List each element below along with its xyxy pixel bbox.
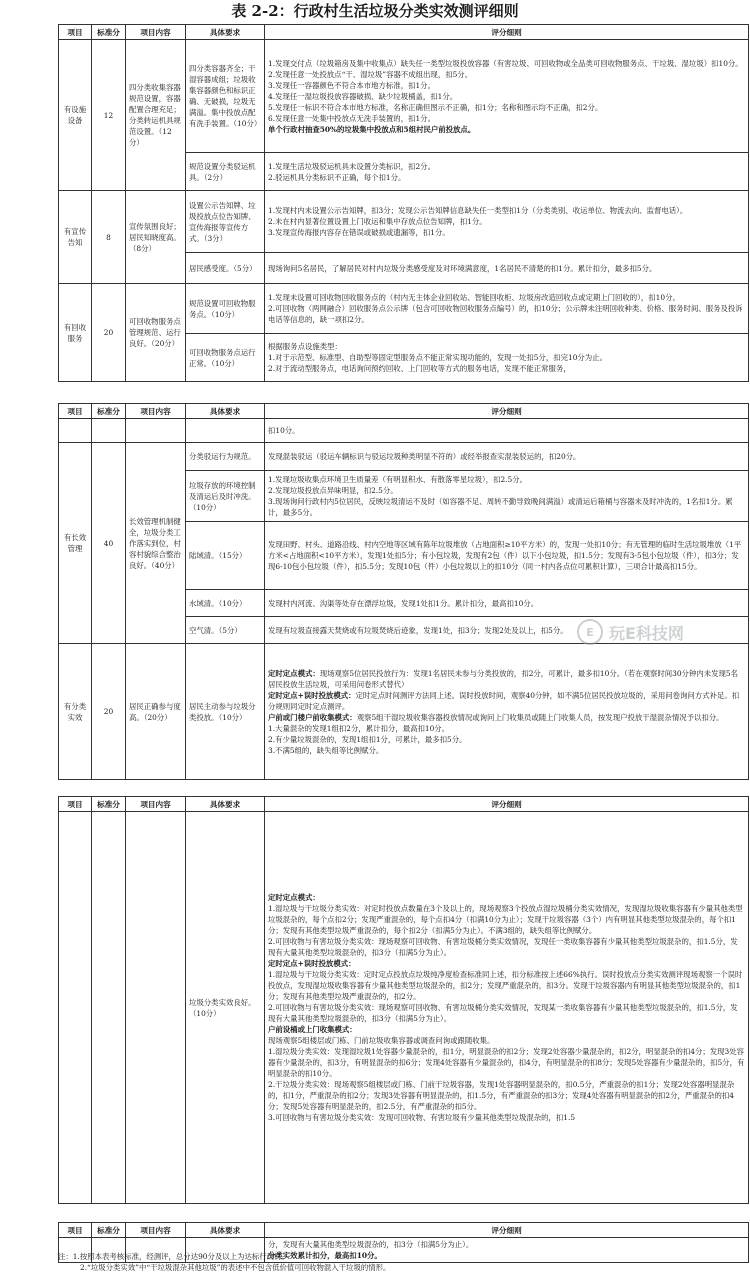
detail-line: 3.发现任一容器颜色不符合本市地方标准，扣1分。 xyxy=(268,80,435,90)
empty-cell xyxy=(92,812,126,1204)
detail-line: 2.对于流动型服务点，电话询问预约回收、上门回收等方式的服务电话，发现不能正常服务， xyxy=(268,364,571,373)
requirement: 可回收物服务点运行正常。（10分） xyxy=(186,334,265,382)
detail-line: 2.可回收物与有害垃圾分类实效：现场观察可回收物、有害垃圾桶分类实效情况，发现某一类收集容器有少量其他类型垃圾混杂的，扣1.5分，发现有大量其他类型垃圾混杂的，扣3分（扣满5分为止）。 xyxy=(268,1003,738,1023)
detail-line-bold: 分类实效累计扣分，最高扣10分。 xyxy=(268,1251,382,1260)
detail-line: 根据服务点设施类型： xyxy=(268,342,342,351)
col-header-score: 标准分 xyxy=(92,25,126,40)
detail-line: 2.干垃圾分类实效：现场观察5组楼层或门栋、门前干垃圾容器，发现1处容器明显混杂的，扣0.5分，严重混杂的扣1分；发现2处容器明显混杂的，扣1分，严重混杂的扣2分；发现3处容器有明显混杂的，扣1.5分，有严重混杂的扣3分；发现4处容器有明显混杂的扣2分，严重混杂的扣4分；发现5处容器有明显混杂的，扣2.5分，有严重混杂的扣5分。 xyxy=(268,1080,735,1111)
standard-score: 12 xyxy=(92,40,126,191)
detail-line: 1.大量混杂的发现1组扣2分，累计扣分，最高扣10分。 xyxy=(268,723,450,733)
detail-line: 2.驳运机具分类标识不正确，每个扣1分。 xyxy=(268,172,406,182)
requirement: 垃圾分类实效良好。（10分） xyxy=(186,812,265,1204)
mode-text: 现场观察5位居民投放行为：发现1名居民未参与分类投放的，扣2分，可累计，最多扣10分。（若在观察时间30分钟内未发现5名居民投放生活垃圾，可采用问卷形式替代） xyxy=(268,668,738,689)
scoring-detail xyxy=(265,153,749,191)
mode-heading: 定时定点模式： xyxy=(268,893,320,902)
footnote-2: 2.“垃圾分类实效”中“干垃圾混杂其他垃圾”的表述中不包含低价值可回收物混入干垃圾的情形。 xyxy=(80,1263,391,1272)
detail-line: 2.可回收物与有害垃圾分类实效：现场观察可回收物、有害垃圾桶分类实效情况，发现任一类收集容器有少量其他类型垃圾混杂的，扣1.5分，发现有大量其他类型垃圾混杂的，扣3分（扣满5分为止）。 xyxy=(268,937,738,957)
scoring-detail xyxy=(265,812,749,1204)
project-name: 有宣传告知 xyxy=(59,191,92,284)
empty-cell xyxy=(126,812,186,1204)
table-row xyxy=(59,419,749,443)
col-header-project: 项目 xyxy=(59,404,92,419)
detail-line: 现场观察5组楼层或门栋、门前垃圾收集容器或调查问询或跟随收集。 xyxy=(268,1036,495,1045)
project-name: 有分类实效 xyxy=(59,644,92,780)
project-content: 长效管理机制健全，垃圾分类工作落实到位，村容村貌综合整治良好。（40分） xyxy=(126,443,186,644)
detail-line: 1.湿垃圾分类实效：发现湿垃圾1处容器少量混杂的，扣1分，明显混杂的扣2分；发现2处容器少量混杂的，扣2分，明显混杂的扣4分；发现3处容器有少量混杂的，扣3分，有明显混杂的扣6分；发现4处容器有少量混杂的，扣4分，有明显混杂的扣8分；发现5处容器有少量混杂的，扣5分，有明显混杂的扣10分。 xyxy=(268,1047,745,1078)
scoring-detail xyxy=(265,284,749,334)
detail-line: 2.可回收物（两网融合）回收服务点公示牌（包含可回收物回收服务点编号）的，扣10分；公示牌未注明回收种类、价格、服务时间、服务及投诉电话等信息的，缺一项扣2分。 xyxy=(268,304,743,324)
watermark xyxy=(577,617,742,647)
detail-line: 1.发现未设置可回收物回收服务点的（村内无主体企业回收站、智能回收柜、垃圾房改造回收点或定期上门回收的），扣10分。 xyxy=(268,293,680,302)
detail-line: 1.发现交付点（垃圾箱房及集中收集点）缺失任一类型垃圾投放容器（有害垃圾、可回收物或全品类可回收物服务点、干垃圾、湿垃圾）扣10分。 xyxy=(268,58,743,68)
empty-cell xyxy=(92,419,126,443)
detail-line: 分，发现有大量其他类型垃圾混杂的，扣3分（扣满5分为止）。 xyxy=(268,1240,474,1249)
mode-label: 定时定点+误时投放模式： xyxy=(268,690,356,700)
mode-text: 定时定点时间测评方法同上述。误时投放时间，观察40分钟，如不满5位居民投放垃圾的，采用问卷询问方式补足。扣分规则同定时定点测评。 xyxy=(268,690,740,711)
detail-line: 3.不满5组的，缺失组等比例赋分。 xyxy=(268,745,384,755)
table-row xyxy=(59,40,749,153)
empty-cell xyxy=(126,419,186,443)
detail-line: 5.发现任一标识不符合本市地方标准，名称正确但图示不正确，扣1分；名称和图示均不正确，扣2分。 xyxy=(268,102,603,112)
detail-line: 1.发现垃圾收集点环境卫生质量差（有明显积水、有散落零星垃圾），扣2.5分。 xyxy=(268,475,527,484)
detail-line: 2.未在村内显著位置设置上门收运和集中存放点位告知牌，扣1分。 xyxy=(268,217,487,226)
mode-heading: 定时定点+误时投放模式： xyxy=(268,959,356,968)
requirement: 设置公示告知牌、垃圾投放点位告知牌、宣传海报等宣传方式。（3分） xyxy=(186,191,265,253)
col-header-project: 项目 xyxy=(59,1223,92,1238)
standard-score: 20 xyxy=(92,644,126,780)
scoring-detail: 发现有垃圾直接露天焚烧或有垃圾焚烧后迹象，发现1处，扣3分；发现2处及以上，扣5分。 xyxy=(265,617,749,644)
detail-line xyxy=(268,712,745,723)
col-header-content: 项目内容 xyxy=(126,25,186,40)
detail-line: 2.有少量垃圾混杂的，发现1组扣1分，可累计，最多扣5分。 xyxy=(268,734,467,744)
mode-heading: 户前设桶或上门收集模式： xyxy=(268,1025,357,1034)
table-header-row xyxy=(59,25,749,40)
col-header-detail: 评分细则 xyxy=(265,25,749,40)
scoring-detail: 发现村内河流、沟渠等处存在漂浮垃圾，发现1处扣1分。累计扣分，最高扣10分。 xyxy=(265,590,749,617)
table-row xyxy=(59,644,749,780)
col-header-content: 项目内容 xyxy=(126,797,186,812)
requirement: 居民感受度。（5分） xyxy=(186,253,265,284)
detail-line: 1.湿垃圾与干垃圾分类实效：定时定点投放点垃圾纯净度检查标准同上述，扣分标准按上述66%执行。误时投放点分类实效测评现场观察一个误时投放点，发现湿垃圾收集容器有少量其他类型垃圾混杂的，扣2分；发现严重混杂的，扣3分。发现干垃圾容器内有明显其他类型垃圾混杂的，扣1分；发现有其他类型垃圾严重混杂的，扣2分。 xyxy=(268,970,743,1001)
table-row xyxy=(59,191,749,253)
table-header-row xyxy=(59,797,749,812)
scoring-detail xyxy=(265,334,749,382)
detail-line: 1.发现村内未设置公示告知牌，扣3分；发现公示告知牌信息缺失任一类型扣1分（分类类别、收运单位、物流去向、监督电话）。 xyxy=(268,206,688,215)
detail-line: 现场询问5名居民，了解居民对村内垃圾分类感受度及对环境满意度，1名居民不清楚的扣1分。累计扣分，最多扣5分。 xyxy=(268,263,657,273)
empty-cell xyxy=(59,812,92,1204)
mode-label: 户前或门楼户前收集模式： xyxy=(268,712,357,722)
project-name: 有长效管理 xyxy=(59,443,92,644)
detail-line: 1.对于示范型、标准型、自助型等固定型服务点不能正常实现功能的，发现一处扣5分，扣完10分为止。 xyxy=(268,353,607,362)
col-header-score: 标准分 xyxy=(92,1223,126,1238)
table-section-2 xyxy=(58,403,749,780)
scoring-detail xyxy=(265,644,749,780)
table-header-row xyxy=(59,1223,749,1238)
standard-score: 40 xyxy=(92,443,126,644)
standard-score: 8 xyxy=(92,191,126,284)
detail-line xyxy=(268,668,745,690)
watermark-logo-icon: E xyxy=(577,619,603,645)
col-header-requirement: 具体要求 xyxy=(186,1223,265,1238)
project-name: 有回收服务 xyxy=(59,284,92,382)
requirement: 规范设置分类驳运机具。（2分） xyxy=(186,153,265,191)
scoring-detail: 扣10分。 xyxy=(265,419,749,443)
col-header-requirement: 具体要求 xyxy=(186,797,265,812)
col-header-detail: 评分细则 xyxy=(265,797,749,812)
requirement: 规范设置可回收物服务点。（10分） xyxy=(186,284,265,334)
standard-score: 20 xyxy=(92,284,126,382)
empty-cell xyxy=(59,419,92,443)
col-header-project: 项目 xyxy=(59,25,92,40)
table-row xyxy=(59,812,749,1204)
col-header-score: 标准分 xyxy=(92,797,126,812)
table-header-row xyxy=(59,404,749,419)
scoring-detail xyxy=(265,40,749,153)
detail-line: 2.发现任意一处投放点“干、湿垃圾”容器不成组出现，扣5分。 xyxy=(268,69,473,79)
requirement: 垃圾存放的环境控制及清运后及时冲洗。（10分） xyxy=(186,471,265,522)
col-header-requirement: 具体要求 xyxy=(186,25,265,40)
detail-line: 4.发现任一湿垃圾投放容器破损、缺少垃圾桶盖，扣1分。 xyxy=(268,91,458,101)
detail-line-bold: 单个行政村抽查50%的垃圾集中投放点和5组村民户前投放点。 xyxy=(268,124,476,134)
requirement: 陆域清。（15分） xyxy=(186,522,265,590)
table-section-1 xyxy=(58,24,749,382)
detail-line xyxy=(268,690,745,712)
document-title: 表 2-2：行政村生活垃圾分类实效测评细则 xyxy=(231,2,519,20)
scoring-detail: 发现田野、村头、道路沿线、村内空地等区域有陈年垃圾堆放（占地面积≥10平方米）的，发现一处扣10分；有无管理的临时生活垃圾堆放（1平方米<占地面积<10平方米），发现1处扣5分；有小包垃圾，发现有2包（件）以下小包垃圾，扣1.5分；发现有3-5包小包垃圾（件），扣3分；发现6-10包小包垃圾（件），扣5.5分；发现10包（件）小包垃圾以上的扣10分（同一村内各点位可累积计算），三项合计最高扣15分。 xyxy=(265,522,749,590)
col-header-requirement: 具体要求 xyxy=(186,404,265,419)
detail-line: 3.现场询问行政村内5位居民，反映垃圾清运不及时（如容器不足、周转不勤导致晚间满溢）或清运后箱桶与容器未及时冲洗的，1名扣1分。累计，最多5分。 xyxy=(268,497,733,517)
scoring-detail xyxy=(265,253,749,284)
project-content: 居民正确参与度高。（20分） xyxy=(126,644,186,780)
detail-line: 3.可回收物与有害垃圾分类实效：发现可回收物、有害垃圾有少量其他类型垃圾混杂的，扣1.5 xyxy=(268,1113,576,1122)
scoring-detail: 发现混装驳运（驳运车辆标识与驳运垃圾种类明显不符的）或经举报查实混装驳运的，扣20分。 xyxy=(265,443,749,471)
footnote-1: 注：1.按照本表考核标准，经测评，总分达90分及以上为达标行政村。 xyxy=(58,1252,289,1261)
mode-text: 观察5组干湿垃圾收集容器投放情况或询问上门收集员或随上门收集人员，按发现户投放干湿混杂情况予以扣分。 xyxy=(356,712,724,722)
detail-line: 6.发现任意一处集中投放点无洗手装置的，扣1分。 xyxy=(268,113,435,123)
scoring-detail xyxy=(265,471,749,522)
detail-line: 1.发现生活垃圾驳运机具未设置分类标识，扣2分。 xyxy=(268,161,435,171)
scoring-detail xyxy=(265,191,749,253)
col-header-project: 项目 xyxy=(59,797,92,812)
col-header-content: 项目内容 xyxy=(126,1223,186,1238)
project-content: 可回收物服务点管理规范、运行良好。（20分） xyxy=(126,284,186,382)
table-row xyxy=(59,284,749,334)
col-header-score: 标准分 xyxy=(92,404,126,419)
project-name: 有设施设备 xyxy=(59,40,92,191)
project-content: 四分类收集容器规范设置，容器配置合理充足；分类转运机具规范设置。（12分） xyxy=(126,40,186,191)
table-row xyxy=(59,443,749,471)
col-header-detail: 评分细则 xyxy=(265,1223,749,1238)
detail-line: 3.发现宣传海报内容存在错误或破损或遗漏等，扣1分。 xyxy=(268,228,450,237)
mode-label: 定时定点模式： xyxy=(268,668,320,678)
requirement: 分类驳运行为规范。 xyxy=(186,443,265,471)
detail-line: 2.发现垃圾投放点异味明显，扣2.5分。 xyxy=(268,486,398,495)
requirement: 居民主动参与垃圾分类投放。（10分） xyxy=(186,644,265,780)
table-section-3 xyxy=(58,796,749,1204)
requirement: 四分类容器齐全；干湿容器成组；垃圾收集容器颜色和标识正确、无破损，垃圾无满溢。集中投放点配有洗手装置。（10分） xyxy=(186,40,265,153)
requirement: 水域清。（10分） xyxy=(186,590,265,617)
detail-line: 1.湿垃圾与干垃圾分类实效：对定时投放点数量在3个及以上的，现场观察3个投放点湿垃圾桶分类实效情况，发现湿垃圾收集容器有少量其他类型垃圾混杂的，每个点扣2分；发现严重混杂的，每个点扣4分（扣满10分为止）；发现干垃圾容器（3个）内有明显其他类型垃圾混杂的，每个扣1分；发现有其他类型垃圾严重混杂的，每个扣2分（扣满5分为止）。不满3组的，缺失组等比例赋分。 xyxy=(268,904,743,935)
col-header-content: 项目内容 xyxy=(126,404,186,419)
empty-cell xyxy=(186,419,265,443)
watermark-text: 玩E科技网 xyxy=(609,623,684,643)
requirement: 空气清。（5分） xyxy=(186,617,265,644)
project-content: 宣传氛围良好；居民知晓度高。（8分） xyxy=(126,191,186,284)
col-header-detail: 评分细则 xyxy=(265,404,749,419)
